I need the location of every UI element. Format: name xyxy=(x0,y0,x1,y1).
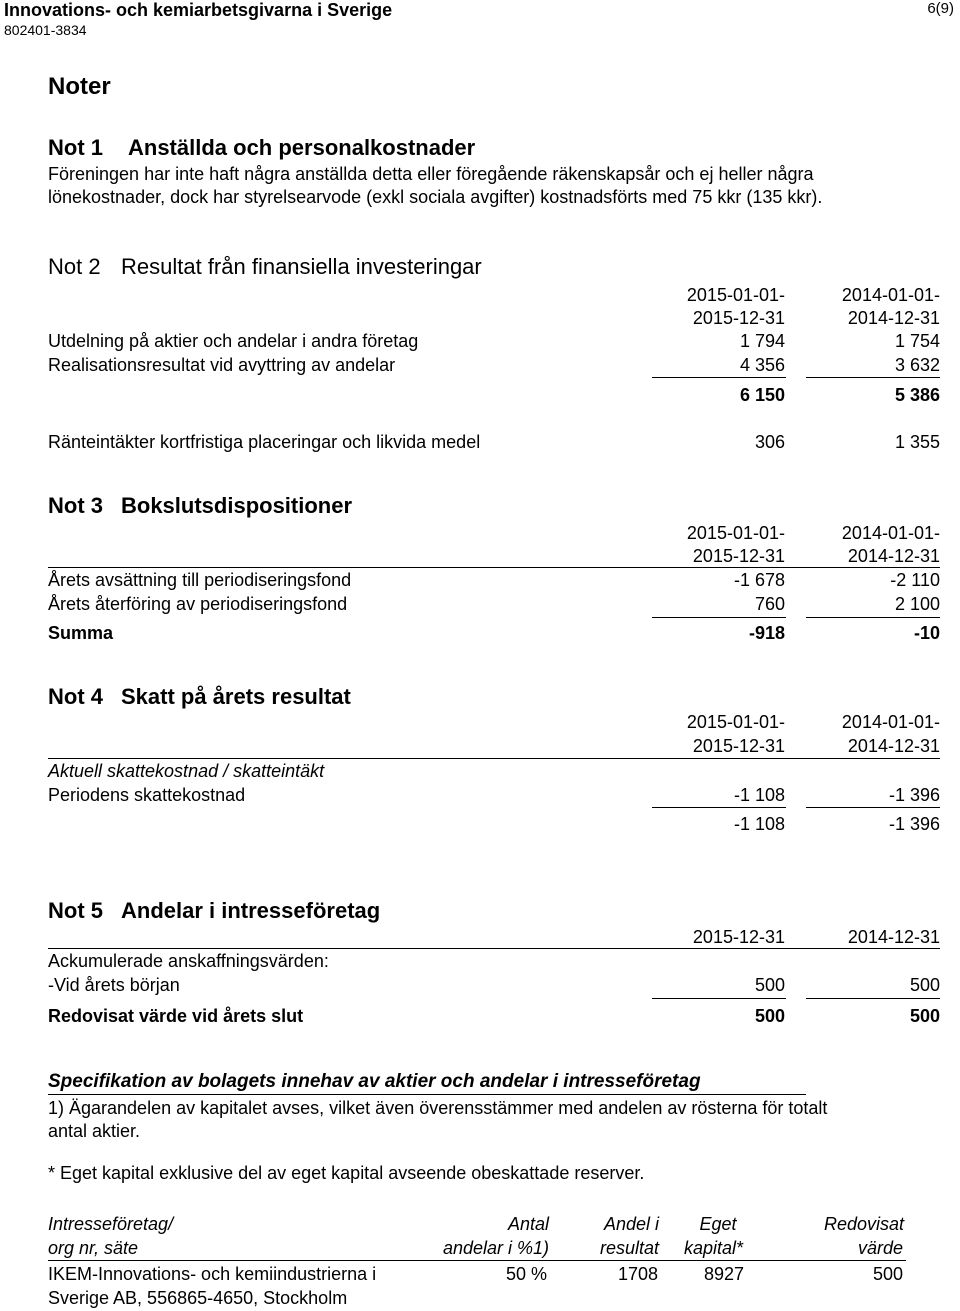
note1-text-line2: lönekostnader, dock har styrelsearvode (exkl sociala avgifter) kostnadsförts med 75 kkr (135 kkr). xyxy=(48,187,823,207)
spec-footnote1-line1: 1) Ägarandelen av kapitalet avses, vilket även överensstämmer med andelen av rösterna för totalt xyxy=(48,1098,828,1118)
note3-row-label: Årets återföring av periodiseringsfond xyxy=(48,594,348,614)
note4-number: Not 4 xyxy=(48,684,103,709)
spec-footnote2: * Eget kapital exklusive del av eget kapital avseende obeskattade reserver. xyxy=(48,1163,645,1183)
note3-row-label: Årets avsättning till periodiseringsfond xyxy=(48,570,352,590)
note2-period-cur-end: 2015-12-31 xyxy=(692,308,785,328)
note4-row-prev: -1 396 xyxy=(888,785,940,805)
spec-footnote1-line2: antal aktier. xyxy=(48,1121,141,1141)
note3-title: Bokslutsdispositioner xyxy=(121,493,353,518)
note2-sum-rule-cur xyxy=(652,377,786,378)
note5-col-prev: 2014-12-31 xyxy=(847,927,940,947)
note4-period-prev-end: 2014-12-31 xyxy=(847,736,940,756)
note3-period-prev-end: 2014-12-31 xyxy=(847,546,940,566)
holdings-company-line1: IKEM-Innovations- och kemiindustrierna i xyxy=(48,1264,377,1284)
note1-text-line1: Föreningen har inte haft några anställda detta eller föregående räkenskapsår och ej heller några xyxy=(48,164,814,184)
note2-title: Resultat från finansiella investeringar xyxy=(121,254,482,279)
note2-row-prev: 1 754 xyxy=(894,331,940,351)
note5-sum-label: Redovisat värde vid årets slut xyxy=(48,1006,304,1026)
holdings-company-line2: Sverige AB, 556865-4650, Stockholm xyxy=(48,1288,348,1308)
note2-row-label: Utdelning på aktier och andelar i andra företag xyxy=(48,331,419,351)
org-number: 802401-3834 xyxy=(4,22,87,38)
note2-row-prev: 3 632 xyxy=(894,355,940,375)
note2-sum-prev: 5 386 xyxy=(894,385,940,405)
note2-sum-rule-prev xyxy=(806,377,940,378)
note5-number: Not 5 xyxy=(48,898,103,923)
note5-sum-cur: 500 xyxy=(754,1006,785,1026)
spec-title-underline xyxy=(48,1094,806,1095)
note5-sum-prev: 500 xyxy=(909,1006,940,1026)
note3-sum-rule-prev xyxy=(806,617,940,618)
holdings-col-value-line1: Redovisat xyxy=(823,1214,904,1234)
note2-row-cur: 4 356 xyxy=(739,355,785,375)
note2-period-cur-start: 2015-01-01- xyxy=(686,285,785,305)
note4-sum-prev: -1 396 xyxy=(888,814,940,834)
note1-title: Anställda och personalkostnader xyxy=(128,135,476,160)
holdings-col-equity-line2: kapital* xyxy=(684,1238,744,1258)
holdings-col-share-line2: andelar i %1) xyxy=(442,1238,549,1258)
note3-row-cur: -1 678 xyxy=(733,570,785,590)
note2-row-cur: 1 794 xyxy=(739,331,785,351)
note2-interest-label: Ränteintäkter kortfristiga placeringar och likvida medel xyxy=(48,432,481,452)
page-number: 6(9) xyxy=(927,0,954,17)
note5-title: Andelar i intresseföretag xyxy=(121,898,381,923)
note4-sum-rule-cur xyxy=(652,807,786,808)
holdings-col-result-line1: Andel i xyxy=(603,1214,659,1234)
note2-number: Not 2 xyxy=(48,254,101,279)
note4-row-label: Periodens skattekostnad xyxy=(48,785,246,805)
note4-row-cur: -1 108 xyxy=(733,785,785,805)
note3-row-cur: 760 xyxy=(754,594,785,614)
note3-sum-rule-cur xyxy=(652,617,786,618)
note2-row-label: Realisationsresultat vid avyttring av andelar xyxy=(48,355,396,375)
holdings-col-value-line2: värde xyxy=(857,1238,903,1258)
holdings-header-rule xyxy=(48,1260,906,1261)
note4-period-cur-end: 2015-12-31 xyxy=(692,736,785,756)
holdings-share-value: 50 % xyxy=(505,1264,547,1284)
note4-title: Skatt på årets resultat xyxy=(121,684,351,709)
note5-col-cur: 2015-12-31 xyxy=(692,927,785,947)
holdings-result-value: 1708 xyxy=(617,1264,658,1284)
note4-period-cur-start: 2015-01-01- xyxy=(686,712,785,732)
note3-period-cur-end: 2015-12-31 xyxy=(692,546,785,566)
holdings-col-result-line2: resultat xyxy=(599,1238,659,1258)
note4-sum-cur: -1 108 xyxy=(733,814,785,834)
note5-sum-rule-prev xyxy=(806,998,940,999)
note3-row-prev: -2 110 xyxy=(890,570,940,590)
note3-header-rule xyxy=(48,567,940,568)
note2-sum-cur: 6 150 xyxy=(739,385,785,405)
holdings-col-share-line1: Antal xyxy=(507,1214,549,1234)
page-title: Noter xyxy=(48,73,111,100)
note5-row-label: -Vid årets början xyxy=(48,975,180,995)
note4-header-rule xyxy=(48,758,940,759)
note4-subheading: Aktuell skattekostnad / skatteintäkt xyxy=(48,761,325,781)
holdings-col-company-line2: org nr, säte xyxy=(48,1238,139,1258)
note3-period-cur-start: 2015-01-01- xyxy=(686,523,785,543)
note5-subheading: Ackumulerade anskaffningsvärden: xyxy=(48,951,329,971)
note3-row-prev: 2 100 xyxy=(894,594,940,614)
note3-number: Not 3 xyxy=(48,493,103,518)
note5-row-cur: 500 xyxy=(754,975,785,995)
holdings-book-value: 500 xyxy=(872,1264,903,1284)
note3-sum-cur: -918 xyxy=(748,623,785,643)
note3-sum-prev: -10 xyxy=(913,623,940,643)
note2-period-prev-end: 2014-12-31 xyxy=(847,308,940,328)
note4-period-prev-start: 2014-01-01- xyxy=(841,712,940,732)
note2-interest-cur: 306 xyxy=(754,432,785,452)
note3-period-prev-start: 2014-01-01- xyxy=(841,523,940,543)
note5-row-prev: 500 xyxy=(909,975,940,995)
note3-sum-label: Summa xyxy=(48,623,114,643)
note2-interest-prev: 1 355 xyxy=(894,432,940,452)
note5-header-rule xyxy=(48,948,940,949)
note4-sum-rule-prev xyxy=(806,807,940,808)
holdings-equity-value: 8927 xyxy=(704,1264,745,1284)
company-name: Innovations- och kemiarbetsgivarna i Sverige xyxy=(4,0,393,20)
note2-period-prev-start: 2014-01-01- xyxy=(841,285,940,305)
holdings-col-company-line1: Intresseföretag/ xyxy=(48,1214,174,1234)
holdings-col-equity-line1: Eget xyxy=(699,1214,737,1234)
note5-sum-rule-cur xyxy=(652,998,786,999)
spec-title: Specifikation av bolagets innehav av aktier och andelar i intresseföretag xyxy=(48,1071,701,1092)
note1-number: Not 1 xyxy=(48,135,103,160)
